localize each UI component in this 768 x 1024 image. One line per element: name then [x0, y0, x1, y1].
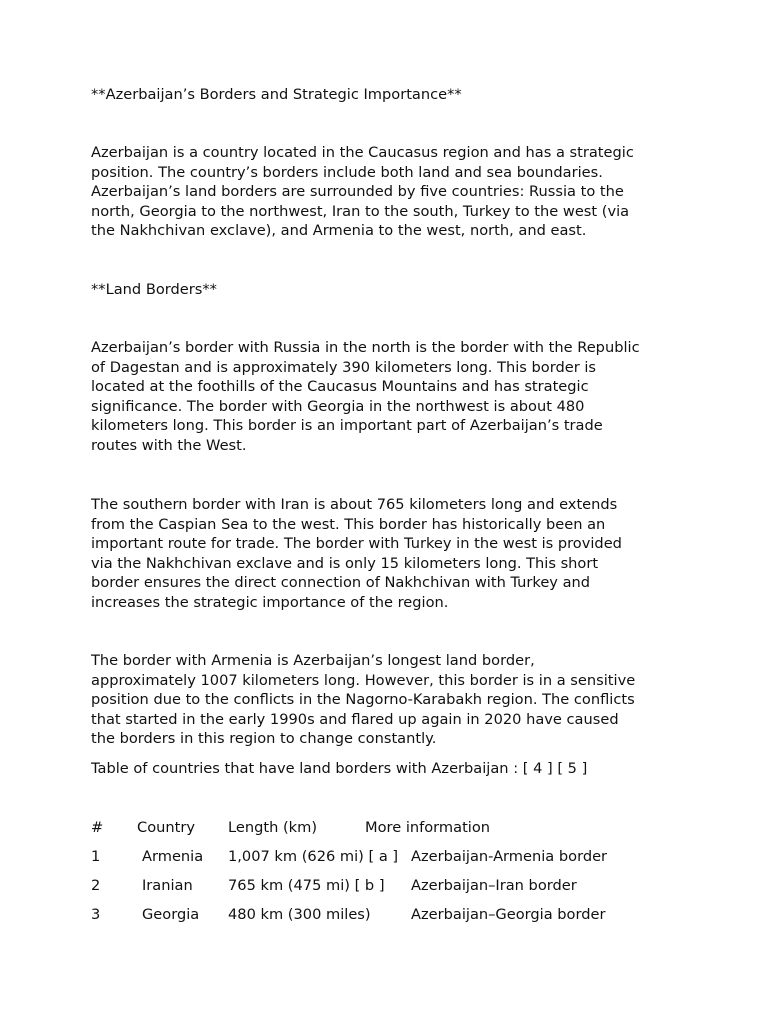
header-number: # [91, 819, 104, 836]
row-number: 3 [91, 906, 101, 923]
text-line: significance. The border with Georgia in the northwest is about 480 [91, 397, 585, 415]
header-country: Country [137, 819, 195, 836]
document-title [91, 85, 691, 105]
text-line: Azerbaijan is a country located in the Caucasus region and has a strategic [91, 144, 634, 161]
table-caption [91, 759, 691, 779]
section-heading [91, 280, 691, 300]
text-line: located at the foothills of the Caucasus Mountains and has strategic [91, 378, 589, 396]
intro-paragraph [91, 143, 691, 241]
text-line: of Dagestan and is approximately 390 kilometers long. This border is [91, 358, 597, 376]
text-line: that started in the early 1990s and flared up again in 2020 have caused [91, 710, 619, 728]
row-country: Iranian [142, 877, 193, 894]
row-country: Armenia [142, 848, 204, 865]
text-line: from the Caspian Sea to the west. This border has historically been an [91, 515, 606, 533]
text-line: position. The country’s borders include both land and sea boundaries. [91, 163, 603, 181]
row-more-information: Azerbaijan–Iran border [411, 877, 577, 894]
text-line: the borders in this region to change constantly. [91, 730, 437, 748]
iran-turkey-paragraph [91, 495, 691, 613]
text-line: border ensures the direct connection of Nakhchivan with Turkey and [91, 574, 591, 592]
armenia-paragraph [91, 651, 691, 749]
text-line: Azerbaijan’s land borders are surrounded by five countries: Russia to the [91, 183, 624, 201]
row-length: 1,007 km (626 mi) [ a ] [228, 848, 399, 865]
table-caption-text: Table of countries that have land borders with Azerbaijan : [ 4 ] [ 5 ] [91, 760, 588, 777]
row-more-information: Azerbaijan-Armenia border [411, 848, 608, 865]
text-line: north, Georgia to the northwest, Iran to the south, Turkey to the west (via [91, 202, 630, 220]
text-line: kilometers long. This border is an important part of Azerbaijan’s trade [91, 417, 603, 435]
text-line: Azerbaijan’s border with Russia in the north is the border with the Republic [91, 339, 640, 356]
text-line: routes with the West. [91, 436, 247, 454]
text-line: via the Nakhchivan exclave and is only 15 kilometers long. This short [91, 554, 599, 572]
text-line: The border with Armenia is Azerbaijan’s longest land border, [91, 652, 535, 669]
text-line: the Nakhchivan exclave), and Armenia to the west, north, and east. [91, 222, 587, 240]
row-length: 480 km (300 miles) [228, 906, 371, 923]
text-line: The southern border with Iran is about 765 kilometers long and extends [91, 496, 618, 513]
russia-georgia-paragraph [91, 338, 691, 456]
row-number: 1 [91, 848, 101, 865]
title-text: **Azerbaijan’s Borders and Strategic Importance** [91, 86, 462, 103]
row-country: Georgia [142, 906, 200, 923]
row-number: 2 [91, 877, 101, 894]
text-line: approximately 1007 kilometers long. However, this border is in a sensitive [91, 671, 636, 689]
header-length: Length (km) [228, 819, 318, 836]
row-length: 765 km (475 mi) [ b ] [228, 877, 385, 894]
header-more-information: More information [365, 819, 491, 836]
text-line: position due to the conflicts in the Nagorno-Karabakh region. The conflicts [91, 691, 635, 709]
section-heading-text: **Land Borders** [91, 281, 217, 298]
text-line: important route for trade. The border with Turkey in the west is provided [91, 535, 622, 553]
text-line: increases the strategic importance of the region. [91, 593, 449, 611]
row-more-information: Azerbaijan–Georgia border [411, 906, 606, 923]
